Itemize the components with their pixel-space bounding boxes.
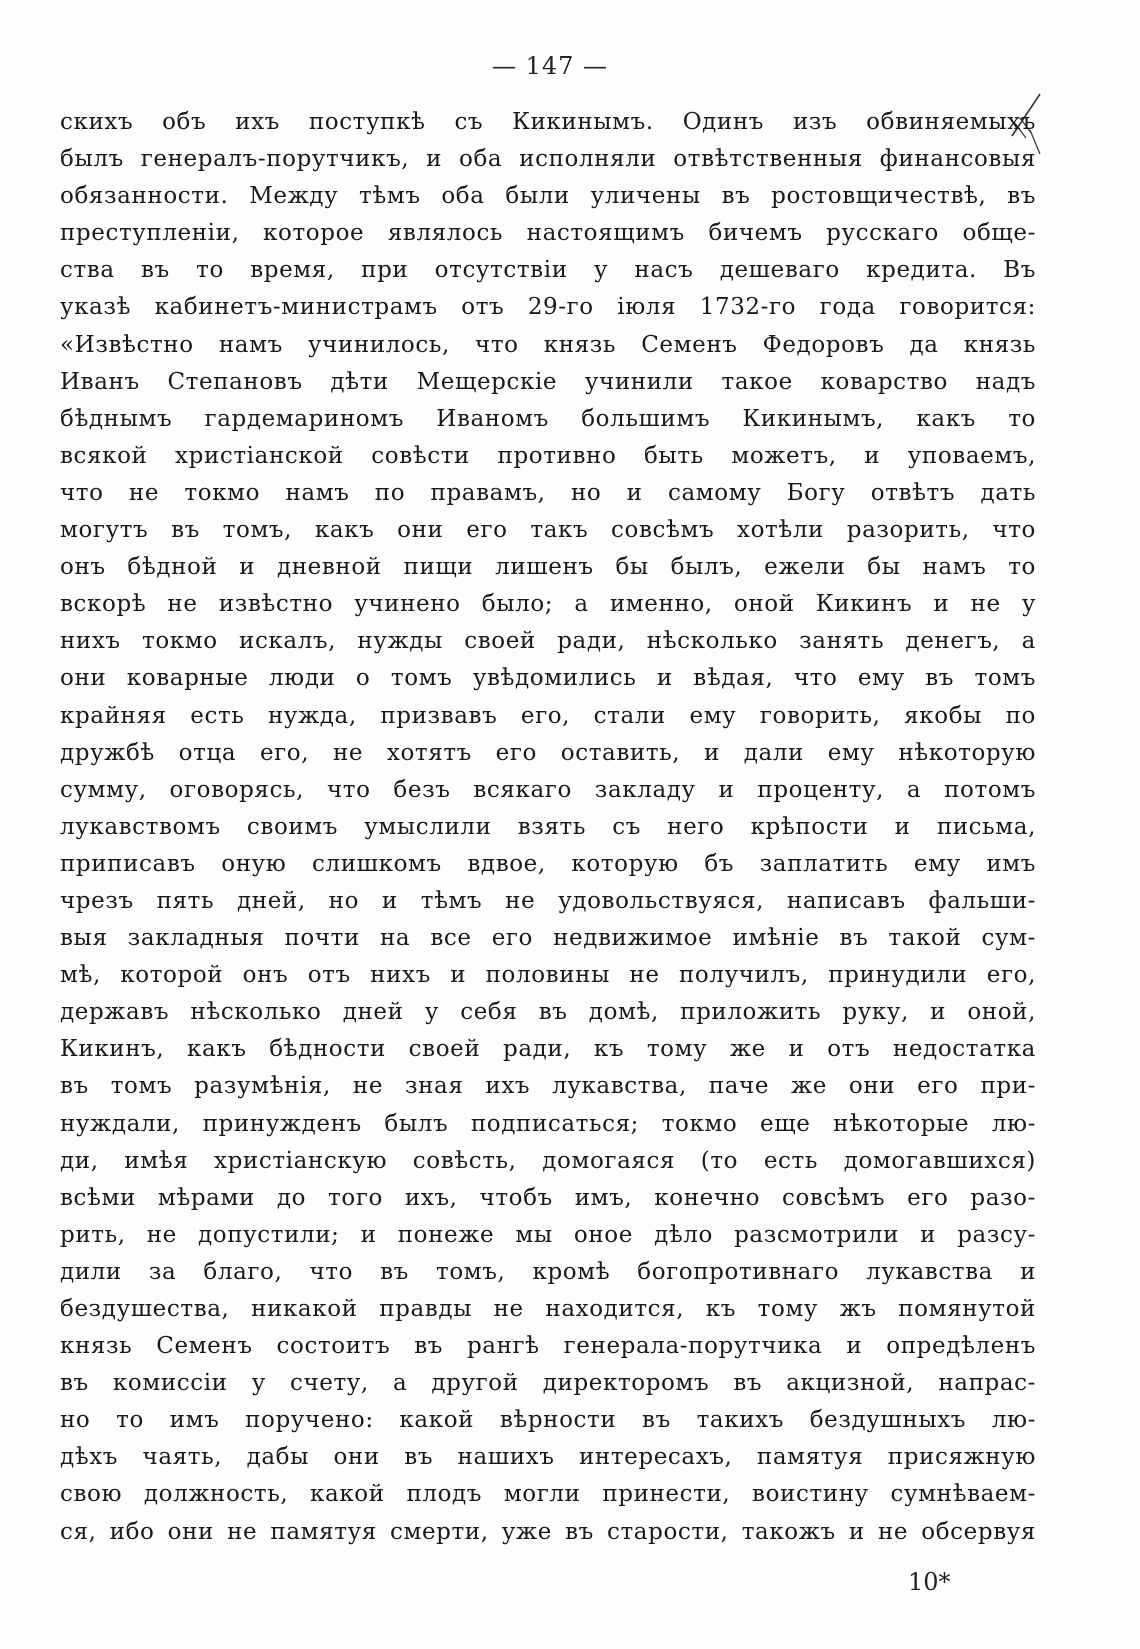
text-line: онъ бѣдной и дневной пищи лишенъ бы былъ, ежели бы намъ то xyxy=(60,554,1036,581)
text-line: вскорѣ не извѣстно учинено было; а именно, оной Кикинъ и не у xyxy=(60,591,1036,618)
body-text xyxy=(60,104,1036,1551)
text-line: Иванъ Степановъ дѣти Мещерскіе учинили такое коварство надъ xyxy=(60,368,1036,395)
text-line: чрезъ пять дней, но и тѣмъ не удовольствуяся, написавъ фальши- xyxy=(60,887,1036,914)
text-line: дружбѣ отца его, не хотятъ его оставить, и дали ему нѣкоторую xyxy=(60,739,1036,766)
text-line: князь Семенъ состоитъ въ рангѣ генерала-порутчика и опредѣленъ xyxy=(60,1333,1036,1360)
text-line: ства въ то время, при отсутствіи у насъ дешеваго кредита. Въ xyxy=(60,257,1036,284)
text-line: дѣхъ чаять, дабы они въ нашихъ интересахъ, памятуя присяжную xyxy=(60,1444,1036,1471)
text-line: выя закладныя почти на все его недвижимое имѣніе въ такой сум- xyxy=(60,925,1036,952)
text-line: рить, не допустили; и понеже мы оное дѣло разсмотрили и разсу- xyxy=(60,1221,1036,1248)
text-line: мѣ, которой онъ отъ нихъ и половины не получилъ, принудили его, xyxy=(60,962,1036,989)
text-line: «Извѣстно намъ учинилось, что князь Семенъ Федоровъ да князь xyxy=(60,331,1036,358)
text-line: но то имъ поручено: какой вѣрности въ такихъ бездушныхъ лю- xyxy=(60,1407,1036,1434)
text-line: нихъ токмо искалъ, нужды своей ради, нѣсколько занять денегъ, а xyxy=(60,628,1036,655)
text-line: они коварные люди о томъ увѣдомились и вѣдая, что ему въ томъ xyxy=(60,665,1036,692)
text-line: ди, имѣя христіанскую совѣсть, домогаяся (то есть домогавшихся) xyxy=(60,1147,1036,1174)
text-line: скихъ объ ихъ поступкѣ съ Кикинымъ. Одинъ изъ обвиняемыхъ xyxy=(60,109,1036,135)
text-line: всякой христіанской совѣсти противно быть можетъ, и уповаемъ, xyxy=(60,442,1036,469)
text-line: могутъ въ томъ, какъ они его такъ совсѣмъ хотѣли разорить, что xyxy=(60,517,1036,544)
text-line: былъ генералъ-порутчикъ, и оба исполняли отвѣтственныя финансовыя xyxy=(60,146,1036,173)
text-line: Кикинъ, какъ бѣдности своей ради, къ тому же и отъ недостатка xyxy=(60,1036,1036,1063)
text-line: свою должность, какой плодъ могли принести, воистину сумнѣваем- xyxy=(60,1481,1036,1508)
text-line: въ комиссіи у счету, а другой директоромъ въ акцизной, напрас- xyxy=(60,1370,1036,1397)
text-line: дили за благо, что въ томъ, кромѣ богопротивнаго лукавства и xyxy=(60,1258,1036,1285)
text-line: указѣ кабинетъ-министрамъ отъ 29-го іюля 1732-го года говорится: xyxy=(60,294,1036,321)
printer-signature-mark: 10* xyxy=(908,1568,951,1596)
text-line: ся, ибо они не памятуя смерти, уже въ старости, такожъ и не обсервуя xyxy=(60,1518,1036,1545)
text-line: приписавъ оную слишкомъ вдвое, которую бъ заплатить ему имъ xyxy=(60,850,1036,877)
text-line: что не токмо намъ по правамъ, но и самому Богу отвѣтъ дать xyxy=(60,479,1036,506)
text-line: преступленіи, которое являлось настоящимъ бичемъ русскаго обще- xyxy=(60,220,1036,247)
text-line: въ томъ разумѣнія, не зная ихъ лукавства, паче же они его при- xyxy=(60,1073,1036,1100)
text-line: державъ нѣсколько дней у себя въ домѣ, приложить руку, и оной, xyxy=(60,999,1036,1026)
text-line: обязанности. Между тѣмъ оба были уличены въ ростовщичествѣ, въ xyxy=(60,183,1036,210)
text-line: нуждали, принужденъ былъ подписаться; токмо еще нѣкоторые лю- xyxy=(60,1110,1036,1137)
text-line: всѣми мѣрами до того ихъ, чтобъ имъ, конечно совсѣмъ его разо- xyxy=(60,1184,1036,1211)
text-line: сумму, оговорясь, что безъ всякаго закладу и проценту, а потомъ xyxy=(60,776,1036,803)
text-line: бездушества, никакой правды не находится, къ тому жъ помянутой xyxy=(60,1296,1036,1322)
page-number: — 147 — xyxy=(491,52,609,80)
text-line: крайняя есть нужда, призвавъ его, стали ему говорить, якобы по xyxy=(60,702,1036,729)
text-line: лукавствомъ своимъ умыслили взять съ него крѣпости и письма, xyxy=(60,813,1036,840)
text-line: бѣднымъ гардемариномъ Иваномъ большимъ Кикинымъ, какъ то xyxy=(60,405,1036,432)
